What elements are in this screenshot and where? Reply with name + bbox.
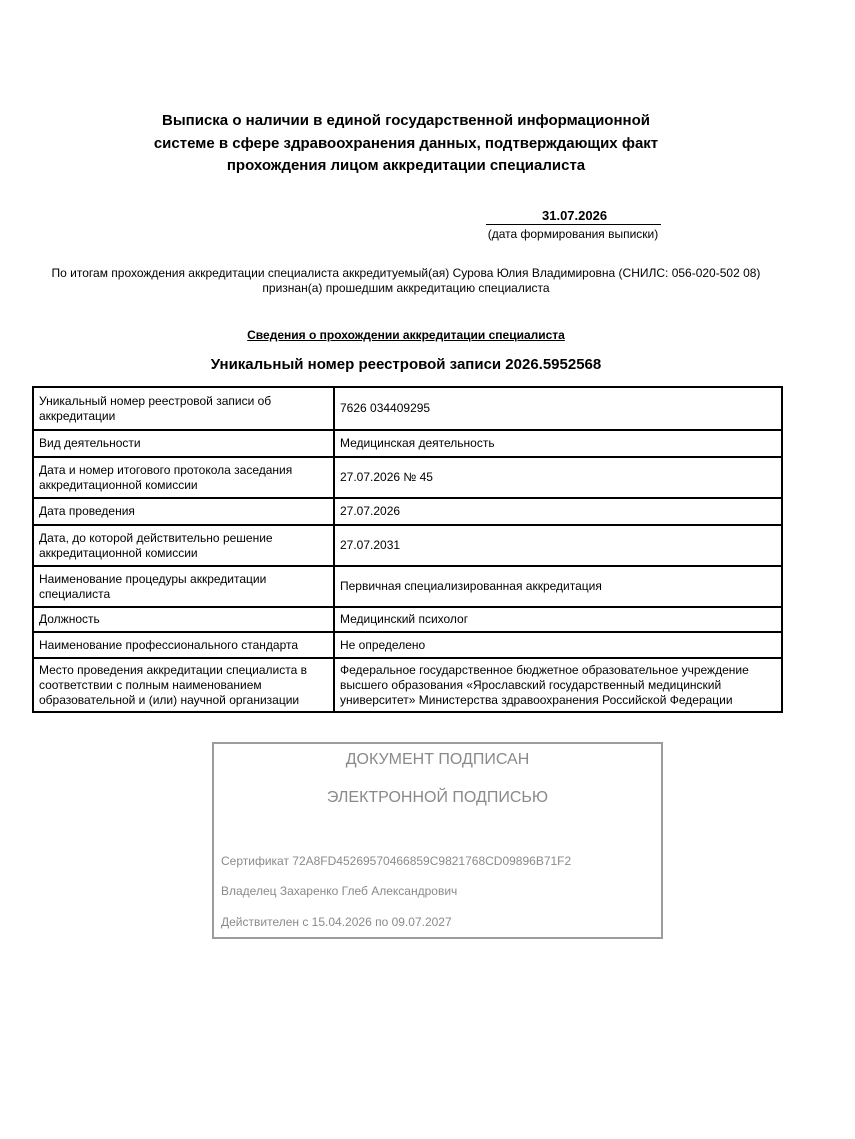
row-value: 7626 034409295 <box>334 387 782 430</box>
accreditation-info-table <box>32 386 783 713</box>
title-line: системе в сфере здравоохранения данных, подтверждающих факт <box>153 134 659 152</box>
table-row <box>33 457 782 498</box>
row-label: Место проведения аккредитации специалиста в соответствии с полным наименованием образовательной и (или) научной организации <box>33 658 334 712</box>
table-row <box>33 566 782 607</box>
table-row <box>33 387 782 430</box>
title-line: прохождения лицом аккредитации специалиста <box>226 157 586 174</box>
row-value: 27.07.2026 № 45 <box>334 457 782 498</box>
formation-date-caption: (дата формирования выписки) <box>487 227 659 241</box>
table-row <box>33 658 782 712</box>
stamp-owner: Владелец Захаренко Глеб Александрович <box>221 884 458 898</box>
title-line: Выписка о наличии в единой государственной информационной <box>162 112 650 129</box>
table-row <box>33 607 782 632</box>
row-label: Вид деятельности <box>33 430 334 457</box>
stamp-validity: Действителен с 15.04.2026 по 09.07.2027 <box>221 915 452 929</box>
stamp-subheading: ЭЛЕКТРОННОЙ ПОДПИСЬЮ <box>326 789 549 806</box>
row-label: Дата проведения <box>33 498 334 525</box>
table-row <box>33 430 782 457</box>
section-title: Сведения о прохождении аккредитации специалиста <box>247 328 565 342</box>
formation-date: 31.07.2026 <box>486 208 661 225</box>
row-value: Медицинская деятельность <box>334 430 782 457</box>
row-label: Дата, до которой действительно решение аккредитационной комиссии <box>33 525 334 566</box>
row-label: Наименование профессионального стандарта <box>33 632 334 658</box>
formation-date-block <box>483 208 663 241</box>
row-label: Наименование процедуры аккредитации специалиста <box>33 566 334 607</box>
row-label: Должность <box>33 607 334 632</box>
intro-line: По итогам прохождения аккредитации специалиста аккредитуемый(ая) Сурова Юлия Владимировна (СНИЛС: 056-020-502 08) <box>51 266 761 280</box>
document-title <box>0 110 812 178</box>
row-label: Дата и номер итогового протокола заседания аккредитационной комиссии <box>33 457 334 498</box>
row-value: Не определено <box>334 632 782 658</box>
record-number-title: Уникальный номер реестровой записи 2026.5952568 <box>210 356 602 373</box>
stamp-certificate: Сертификат 72A8FD45269570466859C9821768CD09896B71F2 <box>221 854 572 868</box>
table-row <box>33 525 782 566</box>
electronic-signature-stamp <box>212 742 663 939</box>
row-value: Федеральное государственное бюджетное образовательное учреждение высшего образования «Ярославский государственный медицинский университет» Министерства здравоохранения Российской Федерации <box>334 658 782 712</box>
intro-line: признан(а) прошедшим аккредитацию специалиста <box>262 281 550 295</box>
row-value: Первичная специализированная аккредитация <box>334 566 782 607</box>
row-value: 27.07.2026 <box>334 498 782 525</box>
row-value: 27.07.2031 <box>334 525 782 566</box>
row-value: Медицинский психолог <box>334 607 782 632</box>
table-row <box>33 498 782 525</box>
table-row <box>33 632 782 658</box>
row-label: Уникальный номер реестровой записи об аккредитации <box>33 387 334 430</box>
intro-paragraph <box>0 266 812 296</box>
stamp-heading: ДОКУМЕНТ ПОДПИСАН <box>345 751 530 768</box>
